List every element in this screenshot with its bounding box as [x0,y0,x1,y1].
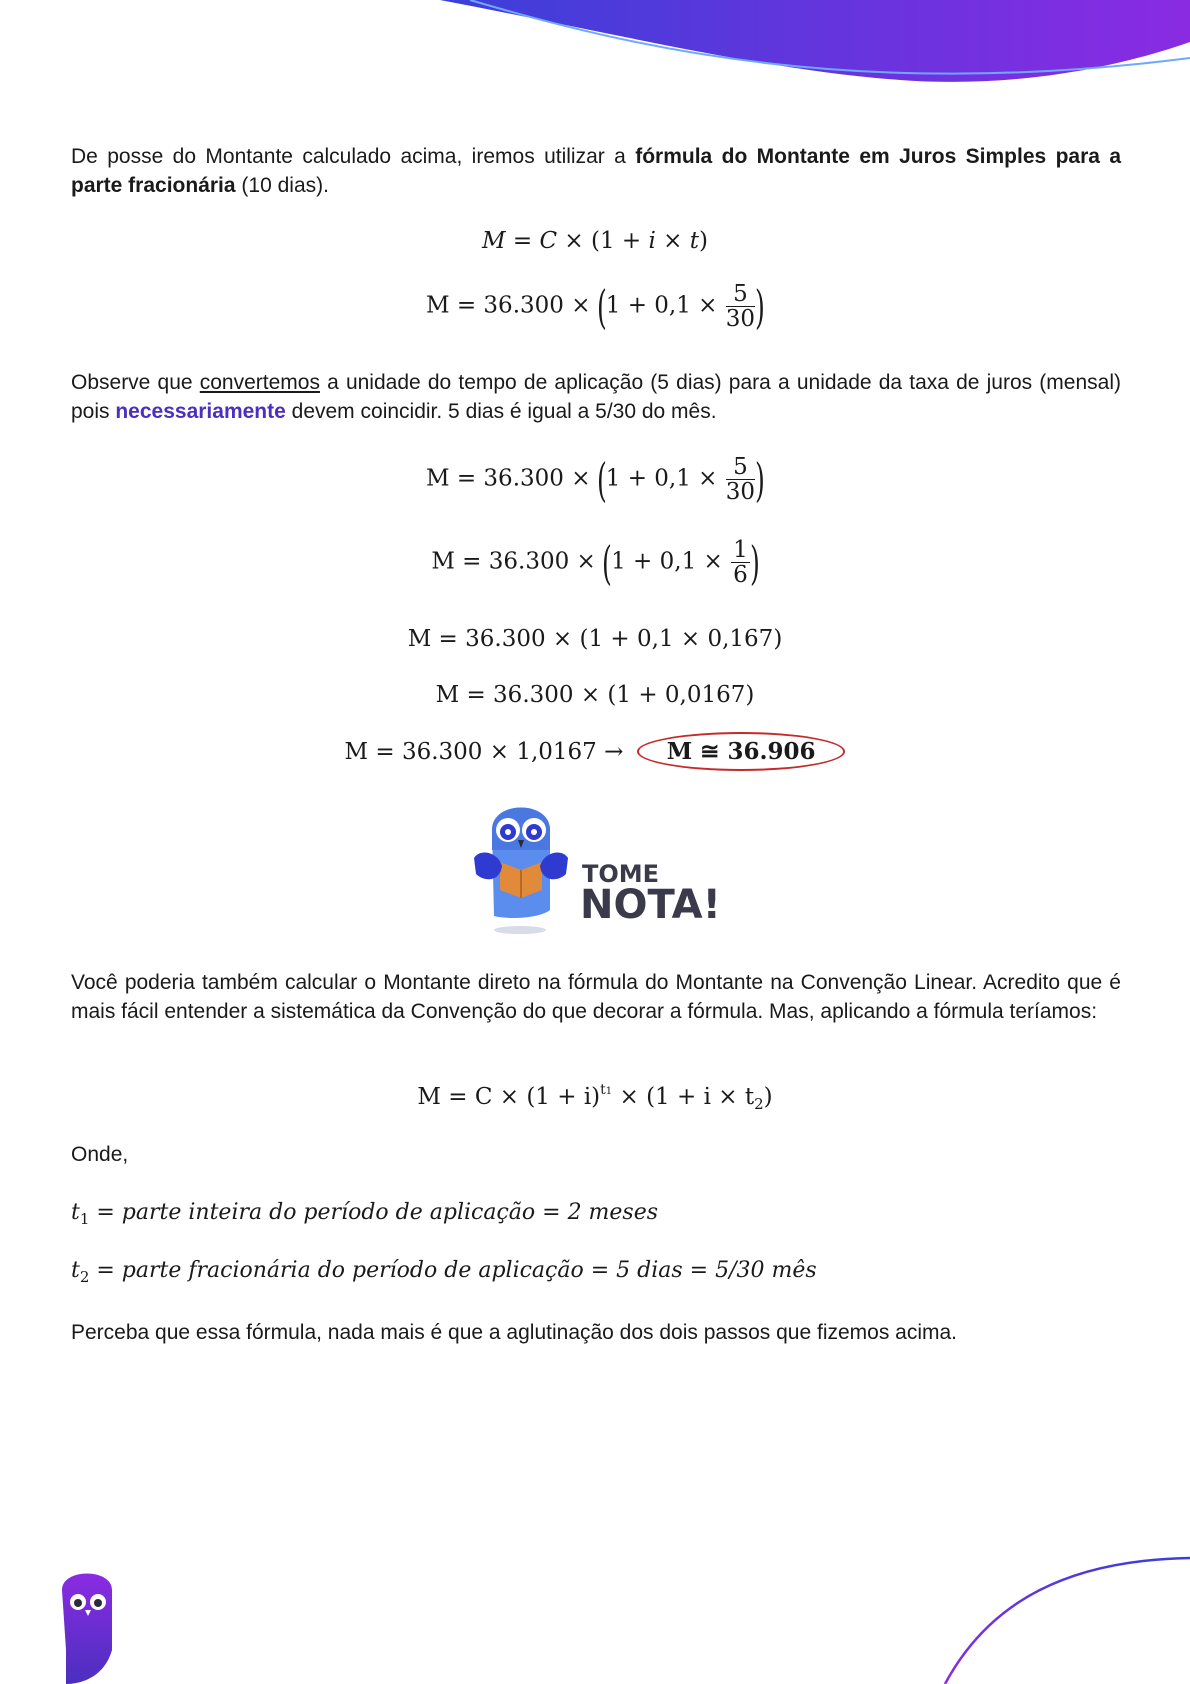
onde-label: Onde, [71,1143,129,1166]
owl-mascot-icon [470,790,580,940]
conversion-paragraph: Observe que convertemos a unidade do tempo de aplicação (5 dias) para a unidade da taxa de juros (mensal) pois necessariamente devem coincidir. 5 dias é igual a 5/30 do mês. [71,371,1121,423]
formula-result: M = 36.300 × 1,0167 → M ≅ 36.906 [0,732,1190,771]
emphasis-word: necessariamente [115,400,286,423]
owl-logo-icon [62,1574,112,1684]
nota-label: NOTA! [580,882,721,928]
formula-simple-interest: M = C × (1 + i × t) [482,228,708,254]
definition-t2: $t_2$ = parte fracionária do período de aplicação = 5 dias = 5/30 mês [71,1258,817,1286]
formula-step-3: M = 36.300 × (1 + 0,1 × $\frac{1}{6}$ ) [431,535,760,590]
result-highlight-circle: M ≅ 36.906 [637,732,846,771]
linear-convention-paragraph: Você poderia também calcular o Montante direto na fórmula do Montante na Convenção Linear. Acredito que é mais fácil entender a sistemática da Convenção do que decorar a fórmula. Mas, aplicando a fórmula teríamos: [71,971,1121,1023]
footer-decoration [0,1540,1190,1684]
fraction: $\frac{5}{30}$ [725,281,756,332]
header-decoration [0,0,1190,100]
formula-step-4: M = 36.300 × (1 + 0,1 × 0,167) [407,626,783,652]
intro-paragraph [71,142,1121,200]
definition-t1: $t_1$ = parte inteira do período de aplicação = 2 meses [71,1200,659,1228]
formula-linear-convention: $M = C \times (1 + i)^{t1} \times (1 + i \times t_2)$ [417,1082,773,1113]
formula-step-1: M = 36.300 × (1 + 0,1 × $\frac{5}{30}$ ) [425,279,765,334]
intro-bold: fórmula do Montante em Juros Simples para a parte fracionária [71,145,1122,197]
fraction: $\frac{1}{6}$ [733,537,748,588]
formula-step-2: M = 36.300 × (1 + 0,1 × $\frac{5}{30}$ ) [425,452,765,507]
formula-step-5: M = 36.300 × (1 + 0,0167) [435,682,755,708]
conclusion-paragraph: Perceba que essa fórmula, nada mais é que a aglutinação dos dois passos que fizemos acima. [71,1321,958,1344]
fraction: $\frac{5}{30}$ [725,454,756,505]
tome-label: TOME [582,860,660,888]
intro-text-end: (10 dias). [235,174,329,197]
tome-nota-badge [470,790,730,940]
converted-word: convertemos [199,371,320,394]
intro-text: De posse do Montante calculado acima, iremos utilizar a [71,145,636,168]
